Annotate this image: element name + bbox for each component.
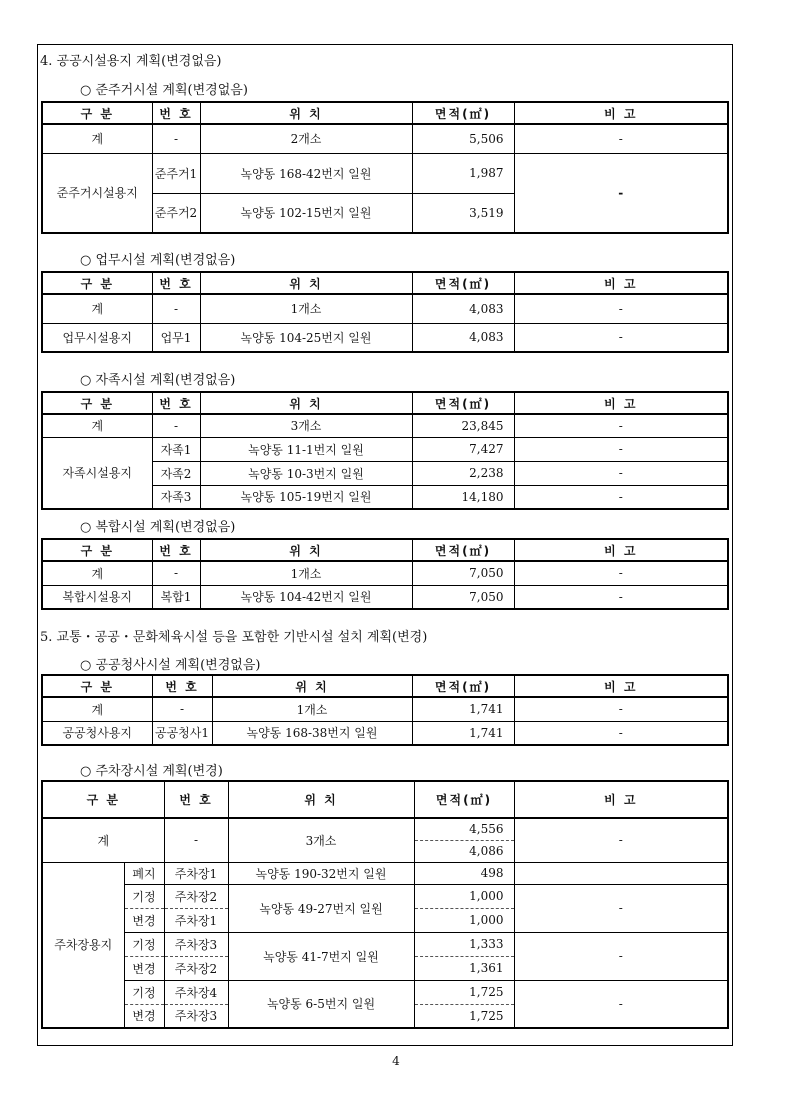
col-header-location: 위 치 (228, 781, 414, 818)
row-number: 주차장3 (164, 932, 228, 956)
group-label: 주차장용지 (42, 862, 124, 1028)
row-location: 녹양동 6-5번지 일원 (228, 980, 414, 1028)
col-header-area: 면적(㎡) (414, 781, 514, 818)
total-area: 5,506 (412, 124, 514, 153)
subheading-business: ○ 업무시설 계획(변경없음) (80, 253, 236, 268)
total-location: 1개소 (200, 294, 412, 323)
row-area: 4,083 (412, 323, 514, 352)
total-number: - (152, 697, 212, 721)
row-note: - (514, 323, 728, 352)
row-note: - (514, 884, 728, 932)
table-row-total (42, 124, 728, 153)
col-header-area: 면적(㎡) (412, 102, 514, 124)
total-number: - (152, 124, 200, 153)
row-location: 녹양동 168-38번지 일원 (212, 721, 412, 745)
col-header-location: 위 치 (200, 539, 412, 561)
row-area: 7,050 (412, 585, 514, 609)
row-location: 녹양동 168-42번지 일원 (200, 153, 412, 193)
total-area: 7,050 (412, 561, 514, 585)
total-number: - (152, 561, 200, 585)
row-area: 2,238 (412, 461, 514, 485)
total-area: 4,083 (412, 294, 514, 323)
row-number: 주차장2 (164, 956, 228, 980)
row-location: 녹양동 190-32번지 일원 (228, 862, 414, 884)
total-number: - (152, 294, 200, 323)
table-row-total (42, 294, 728, 323)
table-business (41, 271, 729, 353)
table-residential (41, 101, 729, 234)
col-header-category: 구 분 (42, 392, 152, 414)
row-note: - (514, 461, 728, 485)
row-area-before: 1,000 (414, 884, 514, 908)
row-number: 자족1 (152, 437, 200, 461)
status-label: 폐지 (124, 862, 164, 884)
group-label: 준주거시설용지 (42, 153, 152, 233)
total-area: 23,845 (412, 414, 514, 437)
row-area-before: 1,333 (414, 932, 514, 956)
row-area: 1,987 (412, 153, 514, 193)
group-label: 복합시설용지 (42, 585, 152, 609)
row-location: 녹양동 104-25번지 일원 (200, 323, 412, 352)
col-header-area: 면적(㎡) (412, 675, 514, 697)
table-row (42, 153, 728, 193)
row-area: 3,519 (412, 193, 514, 233)
col-header-area: 면적(㎡) (412, 272, 514, 294)
status-label: 변경 (124, 908, 164, 932)
table-row (42, 884, 728, 908)
table-self-sufficient (41, 391, 729, 510)
subheading-parking: ○ 주차장시설 계획(변경) (80, 764, 223, 779)
total-area-after: 4,086 (414, 840, 514, 862)
row-location: 녹양동 105-19번지 일원 (200, 485, 412, 509)
group-label: 업무시설용지 (42, 323, 152, 352)
table-row-total (42, 414, 728, 437)
total-location: 2개소 (200, 124, 412, 153)
total-note: - (514, 818, 728, 862)
row-note: - (514, 932, 728, 980)
row-location: 녹양동 49-27번지 일원 (228, 884, 414, 932)
row-note: - (514, 153, 728, 233)
total-area: 1,741 (412, 697, 514, 721)
col-header-location: 위 치 (200, 102, 412, 124)
row-note: - (514, 585, 728, 609)
col-header-category: 구 분 (42, 102, 152, 124)
status-label: 변경 (124, 1004, 164, 1028)
total-note: - (514, 697, 728, 721)
col-header-location: 위 치 (212, 675, 412, 697)
table-row-total (42, 697, 728, 721)
total-location: 3개소 (228, 818, 414, 862)
total-label: 계 (42, 818, 164, 862)
row-note: - (514, 721, 728, 745)
col-header-number: 번 호 (164, 781, 228, 818)
table-row (42, 585, 728, 609)
row-area: 498 (414, 862, 514, 884)
total-note: - (514, 294, 728, 323)
total-location: 1개소 (212, 697, 412, 721)
row-number: 자족3 (152, 485, 200, 509)
col-header-note: 비 고 (514, 781, 728, 818)
col-header-category: 구 분 (42, 539, 152, 561)
row-area-after: 1,361 (414, 956, 514, 980)
col-header-location: 위 치 (200, 392, 412, 414)
col-header-number: 번 호 (152, 272, 200, 294)
row-location: 녹양동 11-1번지 일원 (200, 437, 412, 461)
row-number: 준주거1 (152, 153, 200, 193)
table-row (42, 980, 728, 1004)
row-number: 자족2 (152, 461, 200, 485)
group-label: 공공청사용지 (42, 721, 152, 745)
row-number: 공공청사1 (152, 721, 212, 745)
col-header-number: 번 호 (152, 102, 200, 124)
total-note: - (514, 414, 728, 437)
subheading-public-office: ○ 공공청사시설 계획(변경없음) (80, 658, 261, 673)
subheading-mixed: ○ 복합시설 계획(변경없음) (80, 520, 236, 535)
total-label: 계 (42, 414, 152, 437)
table-row (42, 323, 728, 352)
table-row-total (42, 818, 728, 840)
table-public-office (41, 674, 729, 746)
row-number: 주차장3 (164, 1004, 228, 1028)
total-label: 계 (42, 294, 152, 323)
row-number: 주차장1 (164, 908, 228, 932)
col-header-category: 구 분 (42, 781, 164, 818)
total-number: - (152, 414, 200, 437)
row-number: 복합1 (152, 585, 200, 609)
row-number: 주차장2 (164, 884, 228, 908)
row-area: 7,427 (412, 437, 514, 461)
row-location: 녹양동 104-42번지 일원 (200, 585, 412, 609)
status-label: 변경 (124, 956, 164, 980)
status-label: 기정 (124, 884, 164, 908)
col-header-note: 비 고 (514, 102, 728, 124)
total-area-before: 4,556 (414, 818, 514, 840)
col-header-category: 구 분 (42, 675, 152, 697)
row-number: 주차장4 (164, 980, 228, 1004)
section-heading-5: 5. 교통・공공・문화체육시설 등을 포함한 기반시설 설치 계획(변경) (40, 630, 428, 645)
col-header-number: 번 호 (152, 539, 200, 561)
total-label: 계 (42, 697, 152, 721)
row-area-after: 1,000 (414, 908, 514, 932)
col-header-location: 위 치 (200, 272, 412, 294)
col-header-note: 비 고 (514, 539, 728, 561)
group-label: 자족시설용지 (42, 437, 152, 509)
total-label: 계 (42, 561, 152, 585)
table-row (42, 862, 728, 884)
row-area-after: 1,725 (414, 1004, 514, 1028)
row-location: 녹양동 102-15번지 일원 (200, 193, 412, 233)
col-header-note: 비 고 (514, 272, 728, 294)
total-note: - (514, 124, 728, 153)
total-note: - (514, 561, 728, 585)
row-note: - (514, 485, 728, 509)
table-row (42, 437, 728, 461)
col-header-area: 면적(㎡) (412, 539, 514, 561)
col-header-area: 면적(㎡) (412, 392, 514, 414)
total-label: 계 (42, 124, 152, 153)
row-number: 업무1 (152, 323, 200, 352)
subheading-residential: ○ 준주거시설 계획(변경없음) (80, 83, 248, 98)
table-parking (41, 780, 729, 1029)
row-number: 주차장1 (164, 862, 228, 884)
table-mixed (41, 538, 729, 610)
table-row (42, 721, 728, 745)
section-heading-4: 4. 공공시설용지 계획(변경없음) (40, 54, 222, 69)
total-location: 3개소 (200, 414, 412, 437)
row-area: 14,180 (412, 485, 514, 509)
row-note: - (514, 980, 728, 1028)
col-header-number: 번 호 (152, 392, 200, 414)
row-location: 녹양동 41-7번지 일원 (228, 932, 414, 980)
total-number: - (164, 818, 228, 862)
subheading-self-sufficient: ○ 자족시설 계획(변경없음) (80, 373, 236, 388)
total-location: 1개소 (200, 561, 412, 585)
table-row (42, 932, 728, 956)
col-header-number: 번 호 (152, 675, 212, 697)
page-number: 4 (392, 1054, 400, 1068)
row-location: 녹양동 10-3번지 일원 (200, 461, 412, 485)
row-area-before: 1,725 (414, 980, 514, 1004)
row-note: - (514, 437, 728, 461)
table-row-total (42, 561, 728, 585)
row-area: 1,741 (412, 721, 514, 745)
status-label: 기정 (124, 932, 164, 956)
col-header-note: 비 고 (514, 675, 728, 697)
col-header-note: 비 고 (514, 392, 728, 414)
row-number: 준주거2 (152, 193, 200, 233)
col-header-category: 구 분 (42, 272, 152, 294)
status-label: 기정 (124, 980, 164, 1004)
